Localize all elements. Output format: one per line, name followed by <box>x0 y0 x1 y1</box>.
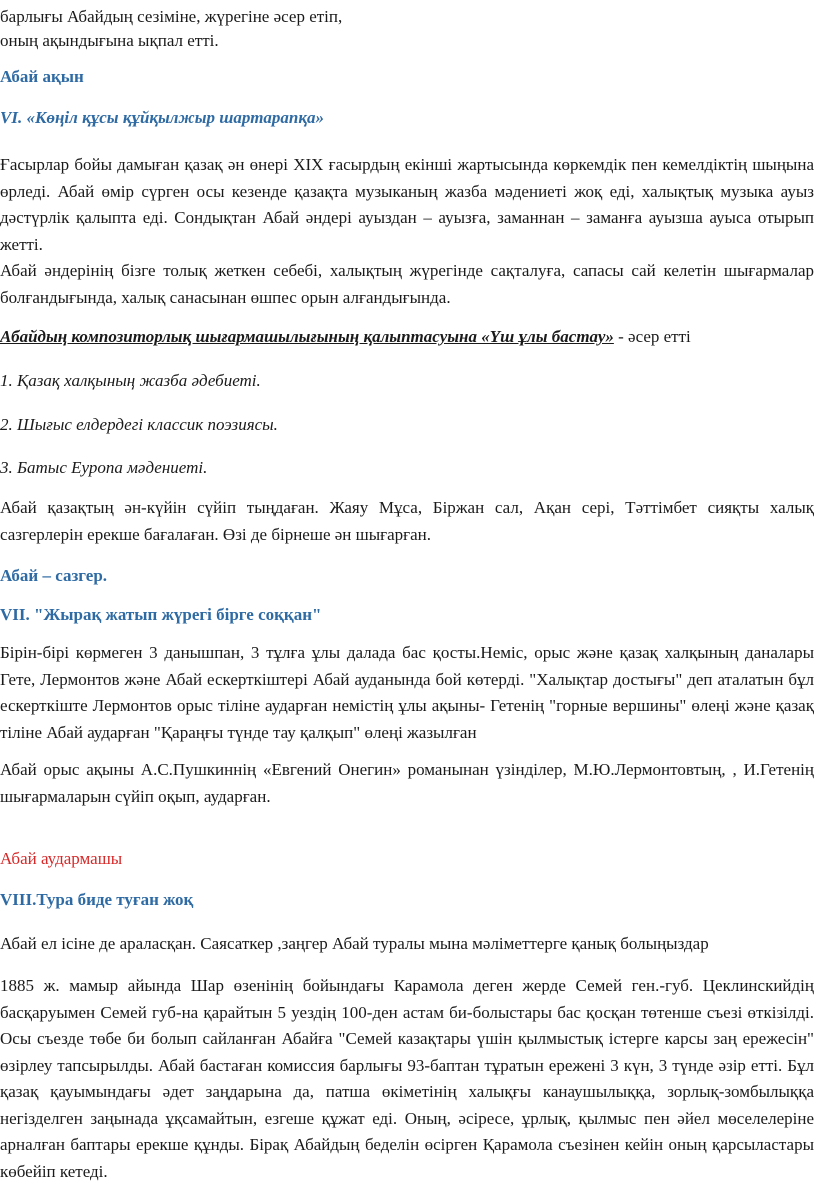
heading-abai-composer: Абай – сазгер. <box>0 566 108 585</box>
chapter-7-heading: VII. "Жырақ жатып жүрегі бірге соққан" <box>0 605 322 624</box>
paragraph-karamola-congress: 1885 ж. мамыр айында Шар өзенінің бойындағы Карамола деген жерде Семей ген.-губ. Цеклинскийдің басқаруымен Семей губ-на қарайтын 5 уездің 100-ден астам би-болыстары бас қосқан төтенше съезі өткізілді. Осы съезде төбе би болып сайланған Абайға "Семей казақтары үшін қылмыстық істерге карсы заң ережесін" өзірлеу тапсырылды. Абай бастаған комиссия барлығы 93-баптан тұратын ережені 3 күн, 3 түнде әзір етті. Бұл қазақ қауымындағы әдет заңдарына да, патша өкіметінің халықғы канаушылыққа, зорлық-зомбылыққа негізделген заңынада ұқсамайтын, езгеше құжат еді. Оның, әсіресе, ұрлық, қылмыс пен әйел мөселелеріне арналған баптары ерекше құнды. Бірақ Абайдың беделін өсірген Қарамола съезінен кейін оның қарсыластары көбейіп кетеді. <box>0 976 814 1181</box>
list-item-1: 1. Қазақ халқының жазба әдебиеті. <box>0 371 261 390</box>
chapter-8-heading: VIII.Тура биде туған жоқ <box>0 890 194 909</box>
intro-line-2: оның ақындығына ықпал етті. <box>0 31 219 50</box>
paragraph-songs-preserved: Абай әндерінің бізге толық жеткен себебі, халықтың жүрегінде сақталуға, сапасы сай келетін шығармалар болғандығында, халық санасынан өшпес орын алғандығында. <box>0 261 814 307</box>
chapter-6-heading: VI. «Көңіл құсы құйқылжыр шартарапқа» <box>0 108 324 127</box>
paragraph-folk-composers: Абай қазақтың ән-күйін сүйіп тыңдаған. Жаяу Мұса, Біржан сал, Ақан сері, Тәттімбет сияқты халық сазгерлерін ерекше бағалаған. Өзі де бірнеше ән шығарған. <box>0 498 814 544</box>
intro-line-1: барлығы Абайдың сезіміне, жүрегіне әсер етіп, <box>0 7 343 26</box>
heading-abai-translator: Абай аудармашы <box>0 849 123 868</box>
composer-influences-lead <box>0 324 691 350</box>
composer-influences-bold: Абайдың композиторлық шығармашылығының қалыптасуына «Үш ұлы бастау» <box>0 327 614 346</box>
paragraph-monument: Бірін-бірі көрмеген 3 данышпан, 3 тұлға ұлы далада бас қосты.Неміс, орыс және қазақ халқының даналары Гете, Лермонтов және Абай ескерткіштері Абай ауданында бой көтерді. "Халықтар достығы" деп аталатын бұл ескерткіште Лермонтов орыс тіліне аударған немістің ұлы ақыны- Гетенің "горные вершины" өлеңі және қазақ тіліне Абай аударған "Қараңғы түнде тау қалқып" өлеңі жазылған <box>0 643 814 742</box>
list-item-3: 3. Батыс Еуропа мәдениеті. <box>0 458 208 477</box>
composer-influences-tail: - әсер етті <box>613 327 691 346</box>
paragraph-public-affairs: Абай ел ісіне де араласқан. Саясаткер ,заңгер Абай туралы мына мәліметтерге қанық болыңыздар <box>0 934 709 953</box>
heading-abai-poet: Абай ақын <box>0 67 84 86</box>
paragraph-music-tradition: Ғасырлар бойы дамыған қазақ ән өнері XIX ғасырдың екінші жартысында көркемдік пен кемелдіктің шыңына өрледі. Абай өмір сүрген осы кезенде қазақта музыканың жазба мәдениеті жоқ еді, халықтық музыка ауыз дәстүрлік қалыпта еді. Сондықтан Абай әндері ауыздан – ауызға, заманнан – заманға ауызша ауыса отырып жетті. <box>0 155 814 254</box>
list-item-2: 2. Шығыс елдердегі классик поэзиясы. <box>0 415 278 434</box>
paragraph-translations: Абай орыс ақыны А.С.Пушкиннің «Евгений Онегин» романынан үзінділер, М.Ю.Лермонтовтың, , И.Гетенің шығармаларын сүйіп оқып, аударған. <box>0 760 814 806</box>
